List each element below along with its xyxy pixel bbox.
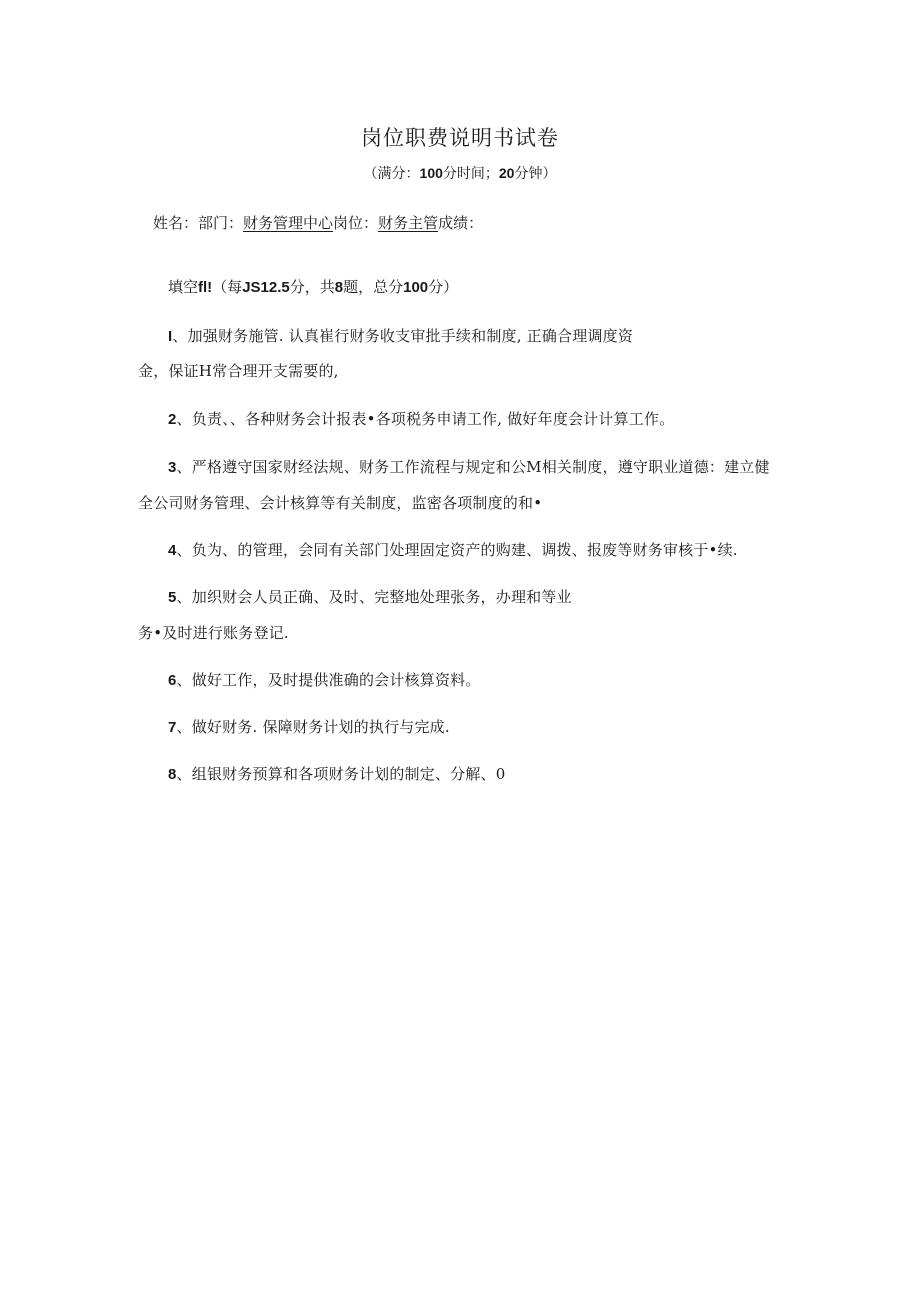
section-latin: fl! — [198, 279, 213, 296]
question-8-line-1 — [168, 763, 506, 784]
question-number: 4 — [168, 542, 177, 559]
dept-label: 部门： — [198, 214, 244, 232]
question-7-line-1 — [168, 716, 450, 737]
subtitle-close: 分钟） — [514, 166, 557, 182]
post-value: 财务主管 — [378, 214, 439, 232]
question-text: 、加织财会人员正确、及时、完整地处理张务，办理和等业 — [176, 588, 572, 606]
question-count: 8 — [334, 279, 344, 296]
section-open: （每 — [212, 278, 243, 296]
section-heading — [168, 276, 458, 297]
full-score: 100 — [419, 165, 443, 181]
question-text: 、做好财务. 保障财务计划的执行与完成. — [176, 718, 450, 736]
exam-meta — [0, 163, 920, 183]
total-score: 100 — [403, 279, 429, 296]
question-text: 、组银财务预算和各项财务计划的制定、分解、0 — [176, 765, 506, 783]
section-close: 分） — [428, 278, 459, 296]
score-label: 成绩： — [438, 214, 484, 232]
question-6-line-1 — [168, 669, 481, 690]
question-2-line-1 — [168, 408, 674, 429]
question-number: 2 — [168, 411, 177, 428]
question-text: 、负责、、各种财务会计报表•各项税务申请工作, 做好年度会计计算工作。 — [176, 410, 675, 428]
candidate-info — [153, 212, 483, 233]
question-text: 、加强财务施管. 认真崔行财务收支审批手续和制度, 正确合理调度资 — [172, 327, 634, 345]
name-label: 姓名： — [153, 214, 199, 232]
section-mid2: 题，总分 — [343, 278, 404, 296]
question-4-line-1 — [168, 539, 738, 560]
question-5-line-1 — [168, 586, 572, 607]
question-number: 6 — [168, 672, 177, 689]
question-text: 、严格遵守国家财经法规、财务工作流程与规定和公M相关制度，遵守职业道德：建立健 — [176, 458, 770, 476]
question-number: 8 — [168, 766, 177, 783]
section-prefix: 填空 — [168, 278, 199, 296]
question-5-line-2: 务•及时进行账务登记. — [138, 624, 289, 642]
post-label: 岗位： — [333, 214, 379, 232]
duration: 20 — [498, 165, 515, 181]
section-mid1: 分，共 — [289, 278, 335, 296]
question-text: 、负为、的管理，会同有关部门处理固定资产的购建、调拨、报废等财务审核于•续. — [176, 541, 738, 559]
question-1-line-2: 金，保证H常合理开支需要的, — [138, 362, 339, 380]
subtitle-open: （满分： — [363, 166, 420, 182]
question-number: 3 — [168, 459, 177, 476]
question-number: 7 — [168, 719, 177, 736]
dept-value: 财务管理中心 — [243, 214, 334, 232]
question-1-line-1 — [168, 325, 633, 346]
question-3-line-1 — [168, 456, 770, 477]
page-title: 岗位职费说明书试卷 — [361, 126, 559, 150]
question-3-line-2: 全公司财务管理、会计核算等有关制度，监密各项制度的和• — [138, 494, 543, 512]
question-number: I — [168, 328, 173, 345]
question-number: 5 — [168, 589, 177, 606]
subtitle-mid: 分时间； — [442, 166, 499, 182]
points-per-question: JS12.5 — [242, 279, 290, 296]
question-text: 、做好工作，及时提供准确的会计核算资料。 — [176, 671, 481, 689]
